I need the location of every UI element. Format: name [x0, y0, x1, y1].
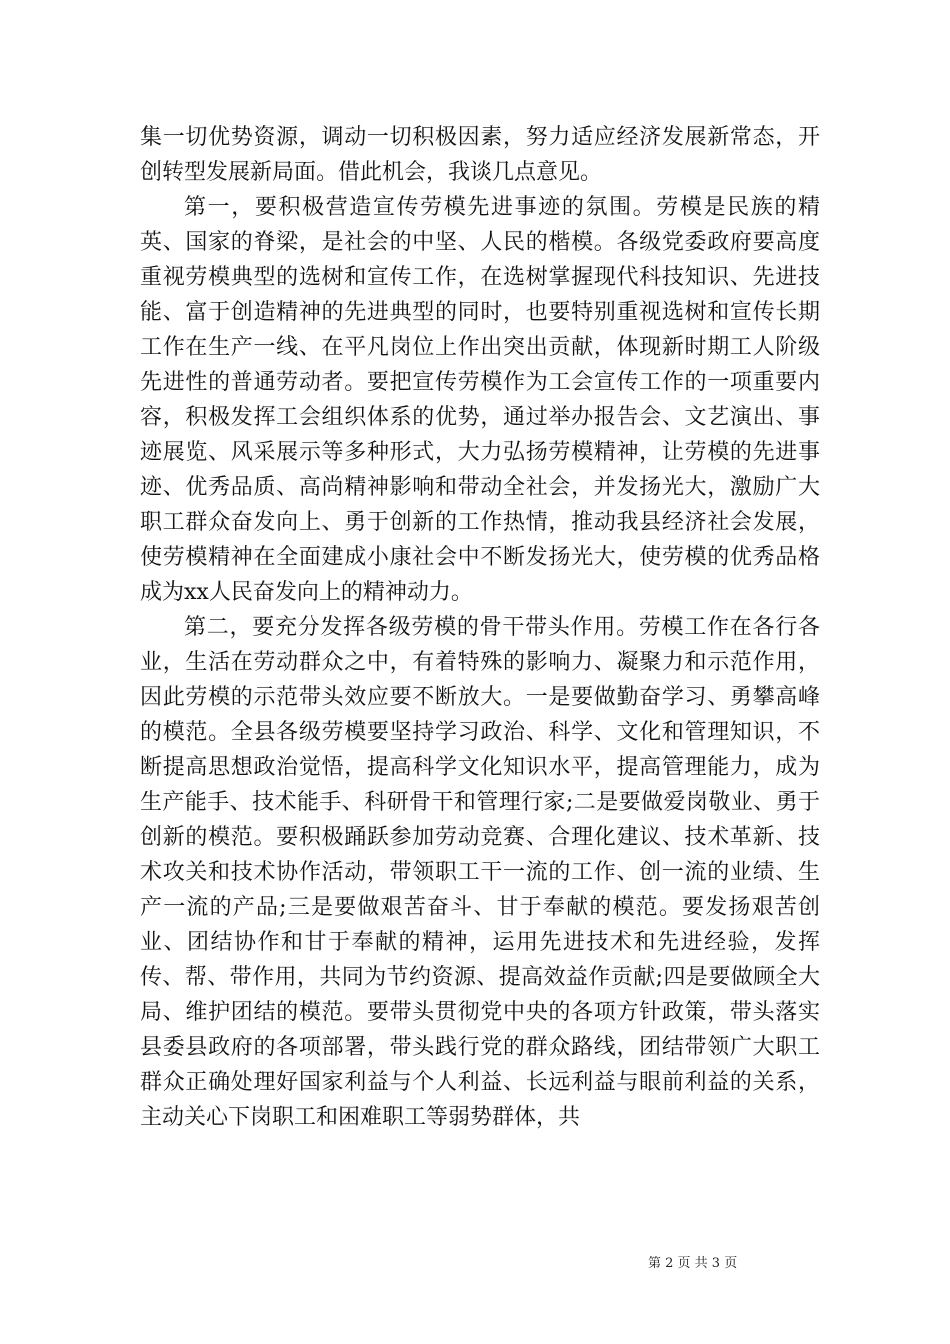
paragraph-second-point: 第二，要充分发挥各级劳模的骨干带头作用。劳模工作在各行各业，生活在劳动群众之中，有着特殊的影响力、凝聚力和示范作用，因此劳模的示范带头效应要不断放大。一是要做勤奋学习、勇攀高峰的模范。全县各级劳模要坚持学习政治、科学、文化和管理知识，不断提高思想政治觉悟，提高科学文化知识水平，提高管理能力，成为生产能手、技术能手、科研骨干和管理行家;二是要做爱岗敬业、勇于创新的模范。要积极踊跃参加劳动竞赛、合理化建议、技术革新、技术攻关和技术协作活动，带领职工干一流的工作、创一流的业绩、生产一流的产品;三是要做艰苦奋斗、甘于奉献的模范。要发扬艰苦创业、团结协作和甘于奉献的精神，运用先进技术和先进经验，发挥传、帮、带作用，共同为节约资源、提高效益作贡献;四是要做顾全大局、维护团结的模范。要带头贯彻党中央的各项方针政策，带头落实县委县政府的各项部署，带头践行党的群众路线，团结带领广大职工群众正确处理好国家利益与个人利益、长远利益与眼前利益的关系，主动关心下岗职工和困难职工等弱势群体，共 — [140, 615, 820, 1130]
paragraph-continued: 集一切优势资源，调动一切积极因素，努力适应经济发展新常态，开创转型发展新局面。借此机会，我谈几点意见。 — [140, 125, 820, 185]
paragraph-first-point: 第一，要积极营造宣传劳模先进事迹的氛围。劳模是民族的精英、国家的脊梁，是社会的中坚、人民的楷模。各级党委政府要高度重视劳模典型的选树和宣传工作，在选树掌握现代科技知识、先进技能、富于创造精神的先进典型的同时，也要特别重视选树和宣传长期工作在生产一线、在平凡岗位上作出突出贡献，体现新时期工人阶级先进性的普通劳动者。要把宣传劳模作为工会宣传工作的一项重要内容，积极发挥工会组织体系的优势，通过举办报告会、文艺演出、事迹展览、风采展示等多种形式，大力弘扬劳模精神，让劳模的先进事迹、优秀品质、高尚精神影响和带动全社会，并发扬光大，激励广大职工群众奋发向上、勇于创新的工作热情，推动我县经济社会发展，使劳模精神在全面建成小康社会中不断发扬光大，使劳模的优秀品格成为xx人民奋发向上的精神动力。 — [140, 195, 820, 605]
document-body — [140, 120, 820, 1135]
page-number-footer: 第 2 页 共 3 页 — [648, 1256, 738, 1271]
